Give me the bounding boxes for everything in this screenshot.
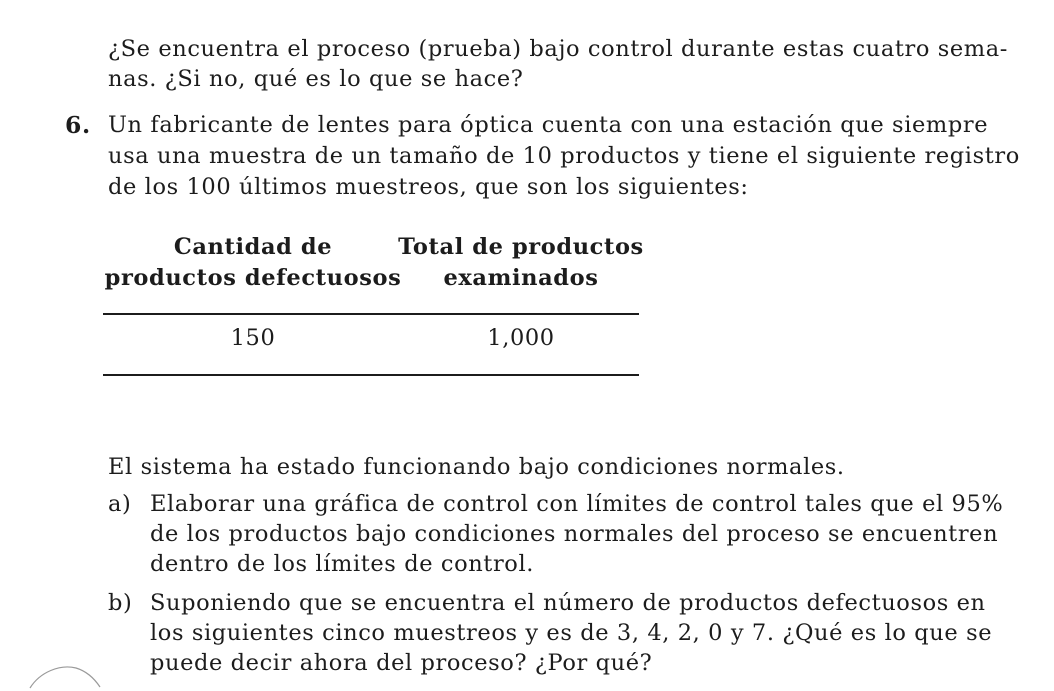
statement-line-3: de los 100 últimos muestreos, que son los siguientes: <box>108 174 749 200</box>
statement-line-1: Un fabricante de lentes para óptica cuenta con una estación que siempre <box>108 112 989 138</box>
item-a-line-3: dentro de los límites de control. <box>150 551 534 577</box>
item-b-line-1: Suponiendo que se encuentra el número de productos defectuosos en <box>150 590 986 616</box>
problem-number: 6. <box>65 111 91 139</box>
table-top-rule <box>103 313 639 315</box>
table-header-defective-1: Cantidad de <box>173 234 333 260</box>
context-sentence: El sistema ha estado funcionando bajo condiciones normales. <box>108 454 845 480</box>
intro-line-2: nas. ¿Si no, qué es lo que se hace? <box>108 66 524 92</box>
table-cell-defective: 150 <box>230 325 276 351</box>
table-bottom-rule <box>103 374 639 376</box>
table-header-total-2: examinados <box>443 265 599 291</box>
table-header-defective-2: productos defectuosos <box>104 265 402 291</box>
pencil-mark-icon <box>28 660 108 691</box>
intro-line-1: ¿Se encuentra el proceso (prueba) bajo control durante estas cuatro sema- <box>108 36 1008 62</box>
item-a-label: a) <box>108 491 132 517</box>
item-b-line-3: puede decir ahora del proceso? ¿Por qué? <box>150 650 653 676</box>
table-header-total-1: Total de productos <box>398 234 644 260</box>
item-b-label: b) <box>108 590 133 616</box>
table-cell-total: 1,000 <box>487 325 555 351</box>
statement-line-2: usa una muestra de un tamaño de 10 productos y tiene el siguiente registro <box>108 143 1020 169</box>
item-a-line-1: Elaborar una gráfica de control con límites de control tales que el 95% <box>150 491 1004 517</box>
item-b-line-2: los siguientes cinco muestreos y es de 3, 4, 2, 0 y 7. ¿Qué es lo que se <box>150 620 993 646</box>
item-a-line-2: de los productos bajo condiciones normales del proceso se encuentren <box>150 521 999 547</box>
